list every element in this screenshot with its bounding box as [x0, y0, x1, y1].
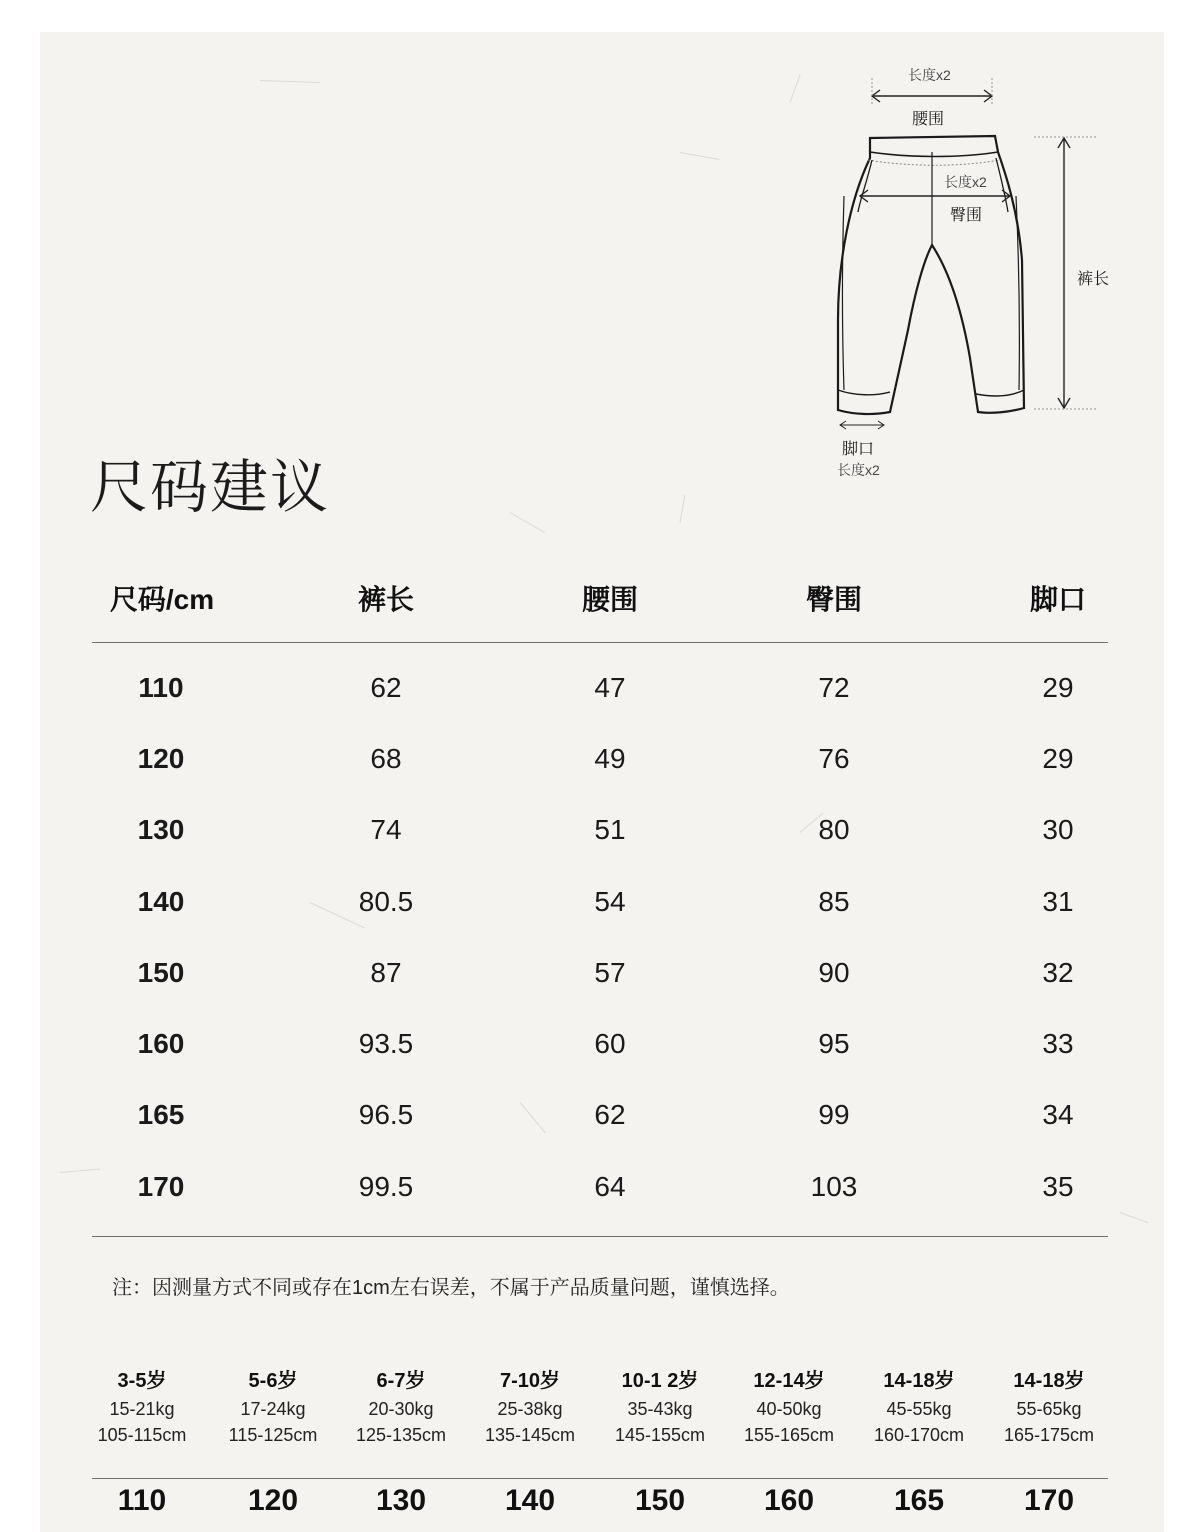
- table-row: [92, 886, 1108, 926]
- size-cell: 170: [137, 1171, 185, 1202]
- recommended-size: 165: [893, 1484, 945, 1517]
- hem-cell: 31: [1042, 886, 1074, 917]
- height-range: 155-165cm: [743, 1425, 835, 1445]
- age-range: 10-1 2岁: [621, 1370, 699, 1392]
- hip-cell: 103: [810, 1171, 858, 1202]
- hem-cell: 29: [1042, 743, 1074, 774]
- length-cell: 87: [370, 957, 402, 988]
- waist-note: 长度x2: [908, 67, 951, 83]
- recommended-size: 150: [634, 1484, 686, 1517]
- hip-cell: 72: [818, 672, 850, 703]
- waist-cell: 47: [594, 672, 626, 703]
- age-guide-divider: [92, 1478, 1108, 1479]
- weight-range: 25-38kg: [497, 1399, 563, 1419]
- age-guide-item: [984, 1366, 1114, 1448]
- recommended-size: 120: [247, 1484, 299, 1517]
- age-guide-item: [724, 1366, 854, 1448]
- hip-cell: 99: [818, 1099, 850, 1130]
- size-cell: 160: [137, 1028, 185, 1059]
- hem-label: 脚口: [842, 441, 875, 458]
- waist-cell: 54: [594, 886, 626, 917]
- height-range: 135-145cm: [484, 1425, 576, 1445]
- table-row: [92, 1099, 1108, 1139]
- size-cell: 165: [137, 1099, 185, 1130]
- measurement-note: 注：因测量方式不同或存在1cm左右误差，不属于产品质量问题，谨慎选择。: [112, 1277, 790, 1299]
- length-label: 裤长: [1077, 271, 1110, 288]
- length-cell: 80.5: [358, 886, 414, 917]
- weight-range: 35-43kg: [627, 1399, 693, 1419]
- hem-note: 长度x2: [837, 462, 880, 478]
- age-guide-item: [465, 1366, 595, 1448]
- header-waist: 腰围: [581, 584, 638, 615]
- pants-outline-icon: [820, 60, 1120, 490]
- height-range: 115-125cm: [228, 1425, 318, 1445]
- age-range: 5-6岁: [248, 1370, 298, 1392]
- recommended-size: 140: [504, 1484, 556, 1517]
- age-guide-item: [336, 1366, 466, 1448]
- table-row: [92, 814, 1108, 854]
- hem-cell: 33: [1042, 1028, 1074, 1059]
- header-hem: 脚口: [1029, 584, 1086, 615]
- recommended-size: 170: [1023, 1484, 1075, 1517]
- weight-range: 17-24kg: [240, 1399, 306, 1419]
- page-title: 尺码建议: [90, 455, 331, 520]
- age-range: 6-7岁: [376, 1370, 426, 1392]
- height-range: 165-175cm: [1003, 1425, 1095, 1445]
- age-guide-item: [77, 1366, 207, 1448]
- weight-range: 55-65kg: [1016, 1399, 1082, 1419]
- length-cell: 74: [370, 814, 402, 845]
- table-bottom-divider: [92, 1236, 1108, 1237]
- hem-cell: 35: [1042, 1171, 1074, 1202]
- length-cell: 68: [370, 743, 402, 774]
- age-guide-item: [595, 1366, 725, 1448]
- hip-label: 臀围: [950, 207, 983, 224]
- weight-range: 15-21kg: [109, 1399, 175, 1419]
- age-range: 3-5岁: [117, 1370, 167, 1392]
- waist-cell: 49: [594, 743, 626, 774]
- hem-cell: 30: [1042, 814, 1074, 845]
- age-guide-item: [854, 1366, 984, 1448]
- table-row: [92, 672, 1108, 712]
- table-row: [92, 957, 1108, 997]
- table-top-divider: [92, 642, 1108, 643]
- pants-measurement-diagram: [820, 60, 1120, 490]
- length-cell: 99.5: [358, 1171, 414, 1202]
- hip-cell: 95: [818, 1028, 850, 1059]
- size-cell: 130: [137, 814, 185, 845]
- height-range: 125-135cm: [355, 1425, 447, 1445]
- recommended-size: 130: [375, 1484, 427, 1517]
- length-cell: 96.5: [358, 1099, 414, 1130]
- waist-cell: 51: [594, 814, 626, 845]
- hem-cell: 29: [1042, 672, 1074, 703]
- hem-cell: 32: [1042, 957, 1074, 988]
- hip-cell: 85: [818, 886, 850, 917]
- table-row: [92, 743, 1108, 783]
- hip-cell: 76: [818, 743, 850, 774]
- size-cell: 110: [138, 672, 184, 703]
- size-table-header: [92, 578, 1108, 622]
- size-cell: 120: [137, 743, 185, 774]
- header-length: 裤长: [357, 584, 414, 615]
- length-cell: 62: [370, 672, 402, 703]
- hip-cell: 90: [818, 957, 850, 988]
- height-range: 145-155cm: [614, 1425, 706, 1445]
- height-range: 160-170cm: [873, 1425, 965, 1445]
- hip-cell: 80: [818, 814, 850, 845]
- hem-cell: 34: [1042, 1099, 1074, 1130]
- length-cell: 93.5: [358, 1028, 414, 1059]
- header-hip: 臀围: [805, 584, 862, 615]
- weight-range: 45-55kg: [886, 1399, 952, 1419]
- size-cell: 140: [137, 886, 185, 917]
- weight-range: 20-30kg: [368, 1399, 434, 1419]
- height-range: 105-115cm: [97, 1425, 187, 1445]
- recommended-size: 110: [117, 1484, 167, 1517]
- waist-cell: 62: [594, 1099, 626, 1130]
- recommended-size: 160: [763, 1484, 815, 1517]
- weight-range: 40-50kg: [756, 1399, 822, 1419]
- age-guide-item: [208, 1366, 338, 1448]
- table-row: [92, 1171, 1108, 1211]
- header-size: 尺码/cm: [109, 584, 215, 615]
- age-range: 12-14岁: [753, 1370, 825, 1392]
- waist-label: 腰围: [912, 111, 945, 128]
- hip-note: 长度x2: [944, 174, 987, 190]
- waist-cell: 60: [594, 1028, 626, 1059]
- size-cell: 150: [137, 957, 185, 988]
- waist-cell: 57: [594, 957, 626, 988]
- age-range: 7-10岁: [499, 1370, 561, 1392]
- table-row: [92, 1028, 1108, 1068]
- age-range: 14-18岁: [1013, 1370, 1085, 1392]
- age-range: 14-18岁: [883, 1370, 955, 1392]
- waist-cell: 64: [594, 1171, 626, 1202]
